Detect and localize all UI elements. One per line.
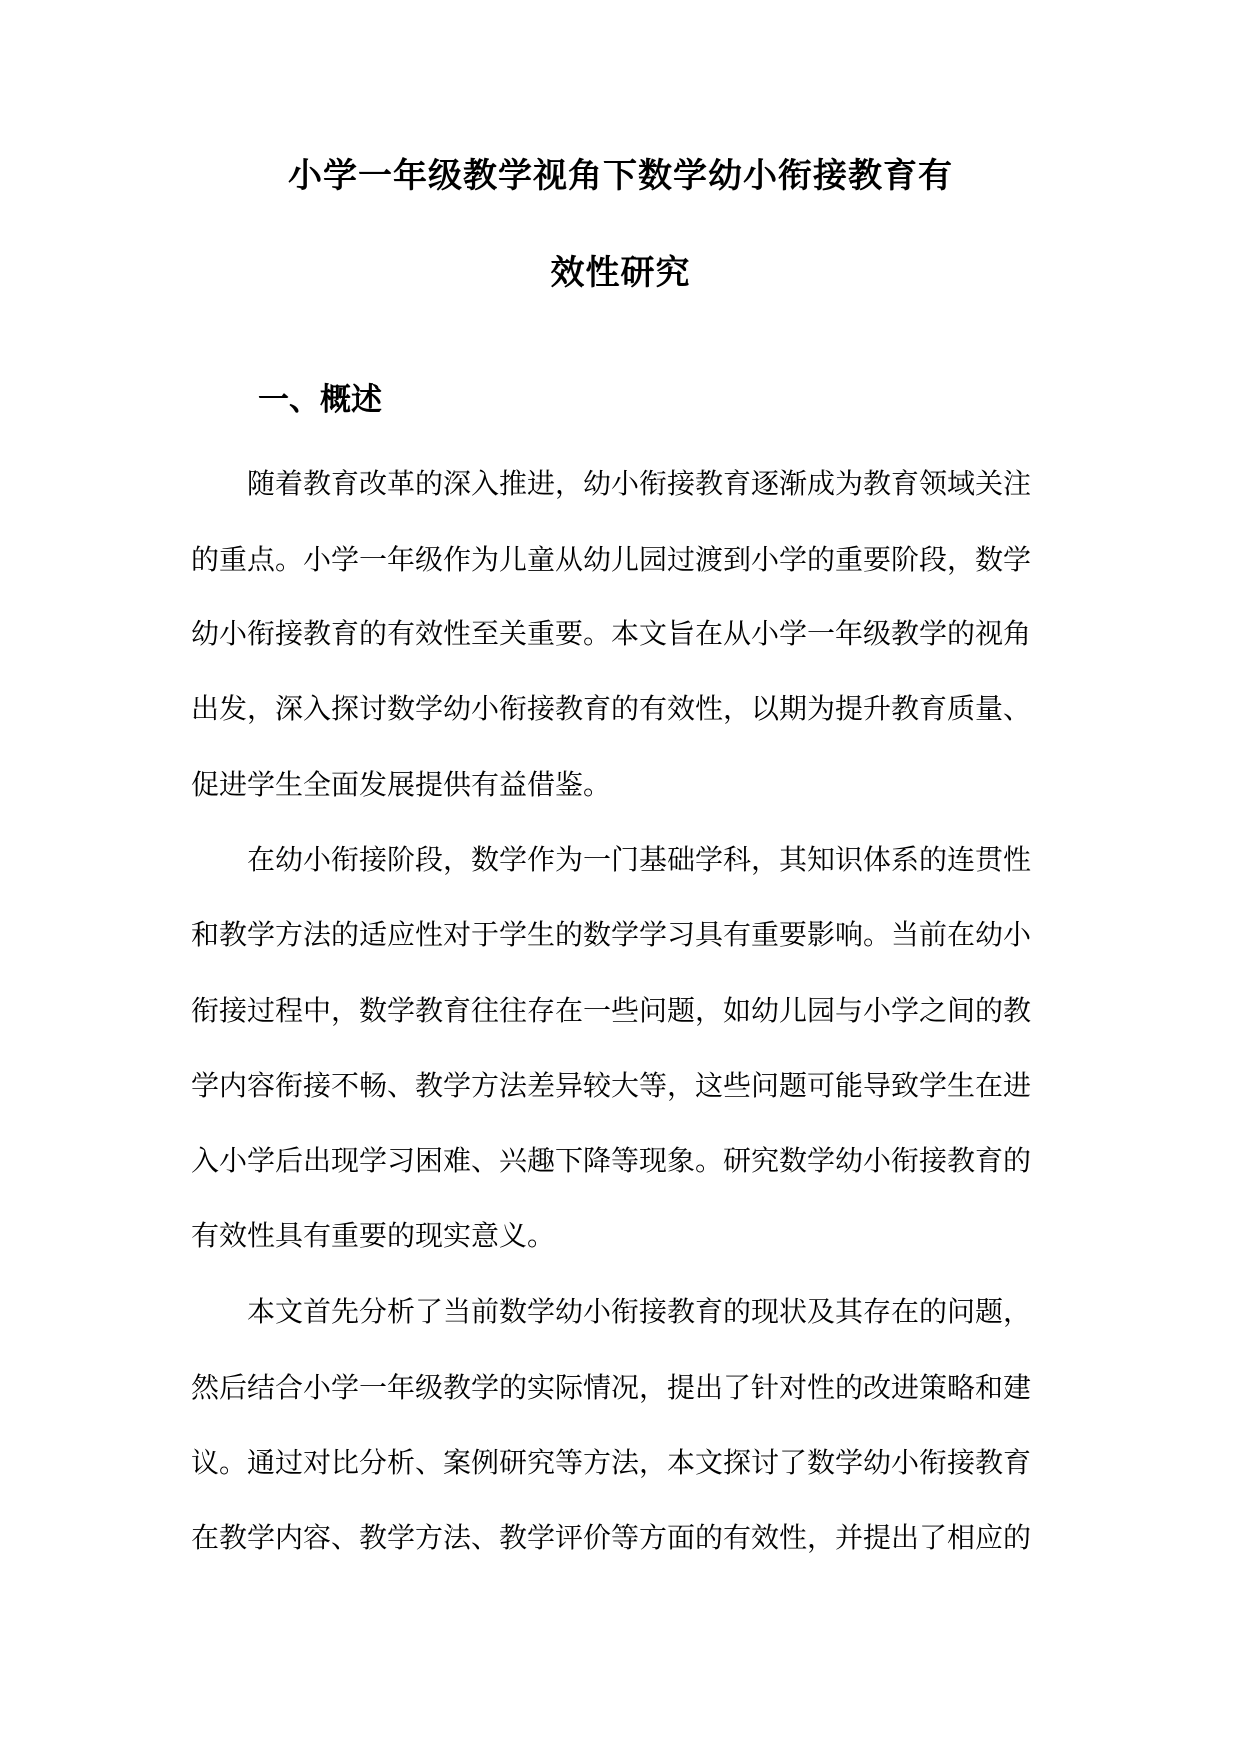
paragraph-3-line-1: 本文首先分析了当前数学幼小衔接教育的现状及其存在的问题， — [247, 1295, 1032, 1328]
paragraph-2-line-6: 有效性具有重要的现实意义。 — [191, 1219, 556, 1252]
paragraph-3-line-3: 议。通过对比分析、案例研究等方法，本文探讨了数学幼小衔接教育 — [191, 1446, 1032, 1479]
paragraph-3-line-4: 在教学内容、教学方法、教学评价等方面的有效性，并提出了相应的 — [191, 1521, 1032, 1554]
paragraph-1-line-4: 出发，深入探讨数学幼小衔接教育的有效性，以期为提升教育质量、 — [191, 692, 1032, 725]
paragraph-2-line-5: 入小学后出现学习困难、兴趣下降等现象。研究数学幼小衔接教育的 — [191, 1144, 1032, 1177]
paragraph-2-line-3: 衔接过程中，数学教育往往存在一些问题，如幼儿园与小学之间的教 — [191, 994, 1032, 1027]
document-title-line-1: 小学一年级教学视角下数学幼小衔接教育有 — [288, 156, 953, 196]
paragraph-1-line-5: 促进学生全面发展提供有益借鉴。 — [191, 768, 612, 801]
paragraph-3-line-2: 然后结合小学一年级教学的实际情况，提出了针对性的改进策略和建 — [191, 1371, 1032, 1404]
paragraph-1-line-1: 随着教育改革的深入推进，幼小衔接教育逐渐成为教育领域关注 — [247, 467, 1032, 500]
paragraph-2-line-1: 在幼小衔接阶段，数学作为一门基础学科，其知识体系的连贯性 — [247, 843, 1032, 876]
paragraph-2-line-2: 和教学方法的适应性对于学生的数学学习具有重要影响。当前在幼小 — [191, 918, 1032, 951]
paragraph-2-line-4: 学内容衔接不畅、教学方法差异较大等，这些问题可能导致学生在进 — [191, 1069, 1032, 1102]
document-title-line-2: 效性研究 — [550, 253, 691, 293]
paragraph-1-line-3: 幼小衔接教育的有效性至关重要。本文旨在从小学一年级教学的视角 — [191, 617, 1032, 650]
section-heading: 一、概述 — [258, 382, 382, 418]
paragraph-1-line-2: 的重点。小学一年级作为儿童从幼儿园过渡到小学的重要阶段，数学 — [191, 543, 1032, 576]
